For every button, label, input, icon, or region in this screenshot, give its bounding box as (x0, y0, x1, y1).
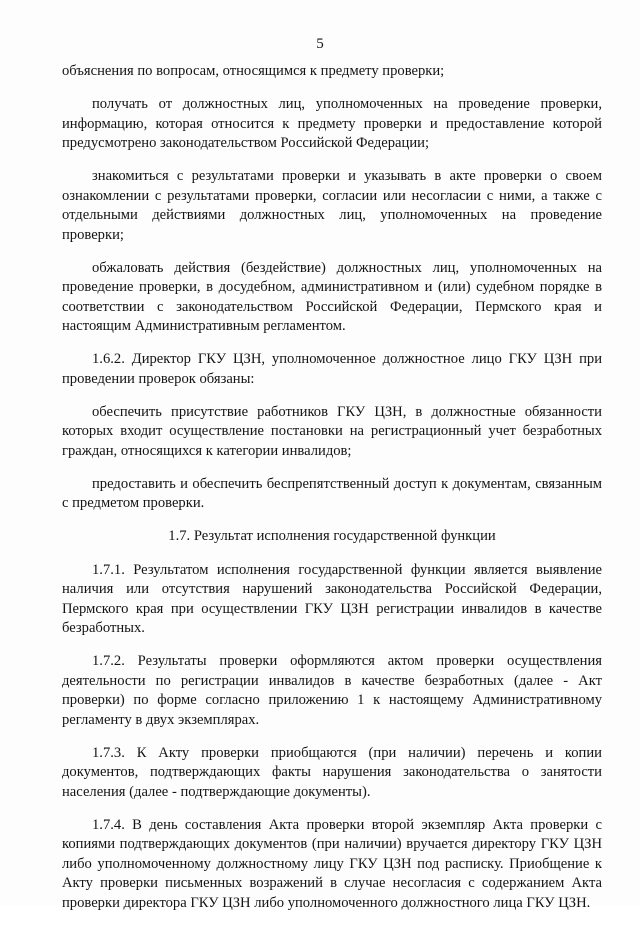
paragraph-right-review-results: знакомиться с результатами проверки и указывать в акте проверки о своем ознакомлении с результатами проверки, согласии или несогласии с ними, а также с отдельными действиями должностных лиц, уполномоченных на проведение проверки; (62, 168, 602, 243)
section-heading-1-7: 1.7. Результат исполнения государственной функции (168, 528, 496, 544)
paragraph-duty-provide-access: предоставить и обеспечить беспрепятственный доступ к документам, связанным с предметом проверки. (62, 475, 602, 511)
paragraph-duty-ensure-presence: обеспечить присутствие работников ГКУ ЦЗН, в должностные обязанности которых входит осуществление постановки на регистрационный учет безработных граждан, относящихся к категории инвалидов; (62, 403, 602, 459)
paragraph-1-7-4: 1.7.4. В день составления Акта проверки второй экземпляр Акта проверки с копиями подтверждающих документов (при наличии) вручается директору ГКУ ЦЗН либо уполномоченному должностному лицу ГКУ ЦЗН под расписку. Приобщение к Акту проверки письменных возражений в случае несогласия с содержанием Акта проверки директора ГКУ ЦЗН либо уполномоченного должностного лица ГКУ ЦЗН. (62, 816, 602, 911)
paragraph-right-appeal: обжаловать действия (бездействие) должностных лиц, уполномоченных на проведение проверки, в досудебном, административном и (или) судебном порядке в соответствии с законодательством Российской Федерации, Пермского края и настоящим Административным регламентом. (62, 259, 602, 334)
paragraph-1-7-3: 1.7.3. К Акту проверки приобщаются (при наличии) перечень и копии документов, подтверждающих факты нарушения законодательства о занятости населения (далее - подтверждающие документы). (62, 744, 602, 800)
paragraph-right-obtain-info: получать от должностных лиц, уполномоченных на проведение проверки, информацию, которая относится к предмету проверки и предоставление которой предусмотрено законодательством Российской Федерации; (62, 96, 602, 151)
paragraph-1-7-2: 1.7.2. Результаты проверки оформляются актом проверки осуществления деятельности по регистрации инвалидов в качестве безработных (далее - Акт проверки) по форме согласно приложению 1 к настоящему Административному регламенту в двух экземплярах. (62, 653, 602, 728)
paragraph-1-6-2: 1.6.2. Директор ГКУ ЦЗН, уполномоченное должностное лицо ГКУ ЦЗН при проведении проверок обязаны: (62, 351, 602, 387)
page-number: 5 (316, 36, 324, 52)
paragraph-1-7-1: 1.7.1. Результатом исполнения государственной функции является выявление наличия или отсутствия нарушений законодательства Российской Федерации, Пермского края при осуществлении ГКУ ЦЗН регистрации инвалидов в качестве безработных. (62, 561, 602, 636)
document-body (62, 62, 602, 927)
paragraph-continuation: объяснения по вопросам, относящимся к предмету проверки; (62, 63, 445, 79)
